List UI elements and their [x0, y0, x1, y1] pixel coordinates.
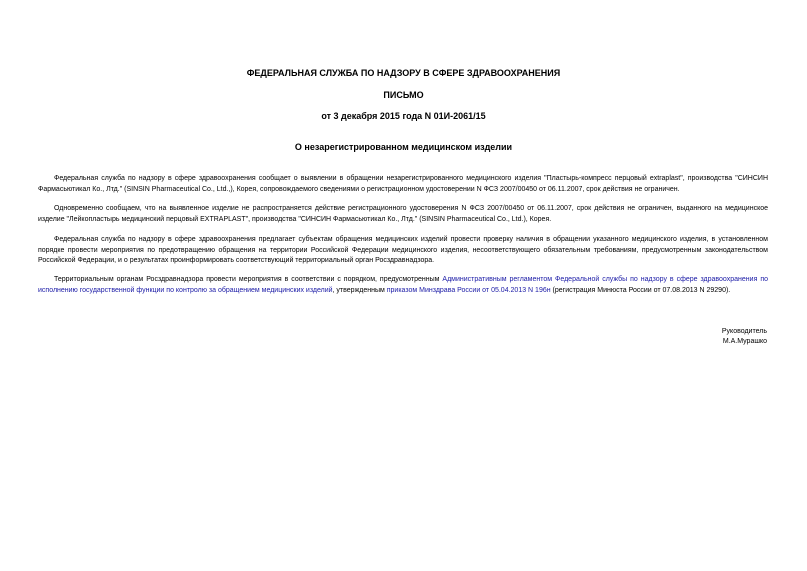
paragraph-text: , утвержденным — [332, 286, 387, 294]
administrative-regulation-link[interactable]: Административным регламентом Федеральной службы по надзору в сфере здравоохранения по исполнению государственной функции по контролю за обращением медицинских изделий — [38, 276, 768, 294]
signature-title: Руководитель — [721, 328, 767, 335]
paragraph-detection: Федеральная служба по надзору в сфере здравоохранения сообщает о выявлении в обращении незарегистрированного медицинского изделия "Пластырь-компресс перцовый extraplast", производства "СИНСИН Фармасьютикал Ко., Лтд." (SINSIN Pharmaceutical Co., Ltd.,), Корея, сопровождаемого сведениями о регистрационном удостоверении N ФСЗ 2007/00450 от 06.11.2007, срок действия не ограничен. — [38, 175, 768, 193]
subject-heading: О незарегистрированном медицинском изделии — [294, 142, 513, 152]
signature-name: М.А.Мурашко — [722, 338, 767, 345]
document-type-heading: ПИСЬМО — [383, 90, 424, 100]
signature-block — [722, 327, 767, 347]
paragraph-proposal: Федеральная служба по надзору в сфере здравоохранения предлагает субъектам обращения медицинских изделий провести проверку наличия в обращении указанного медицинского изделия, в установленном порядке провести мероприятия по предотвращению обращения на территории Российской Федерации медицинского изделия, несоответствующего обязательным требованиям, предусмотренным законодательством Российской Федерации, и о результатах проинформировать соответствующий территориальный орган Росздравнадзора. — [38, 236, 768, 264]
paragraph-text: Территориальным органам Росздравнадзора провести мероприятия в соответствии с порядком, предусмотренным — [54, 276, 443, 283]
paragraph-certificate: Одновременно сообщаем, что на выявленное изделие не распространяется действие регистрационного удостоверения N ФСЗ 2007/00450 от 06.11.2007, срок действия не ограничен, выданного на медицинское изделие "Лейкопластырь медицинский перцовый EXTRAPLAST", производства "СИНСИН Фармасьютикал Ко., Лтд." (SINSIN Pharmaceutical Co., Ltd.), Корея. — [38, 205, 768, 223]
agency-heading: ФЕДЕРАЛЬНАЯ СЛУЖБА ПО НАДЗОРУ В СФЕРЕ ЗДРАВООХРАНЕНИЯ — [246, 68, 561, 78]
ministry-order-link[interactable]: приказом Минздрава России от 05.04.2013 N 196н — [386, 286, 551, 294]
paragraph-territorial-bodies — [38, 275, 768, 296]
paragraph-text: (регистрация Минюста России от 07.08.2013 N 29290). — [550, 286, 731, 294]
date-number-heading: от 3 декабря 2015 года N 01И-2061/15 — [321, 111, 486, 121]
